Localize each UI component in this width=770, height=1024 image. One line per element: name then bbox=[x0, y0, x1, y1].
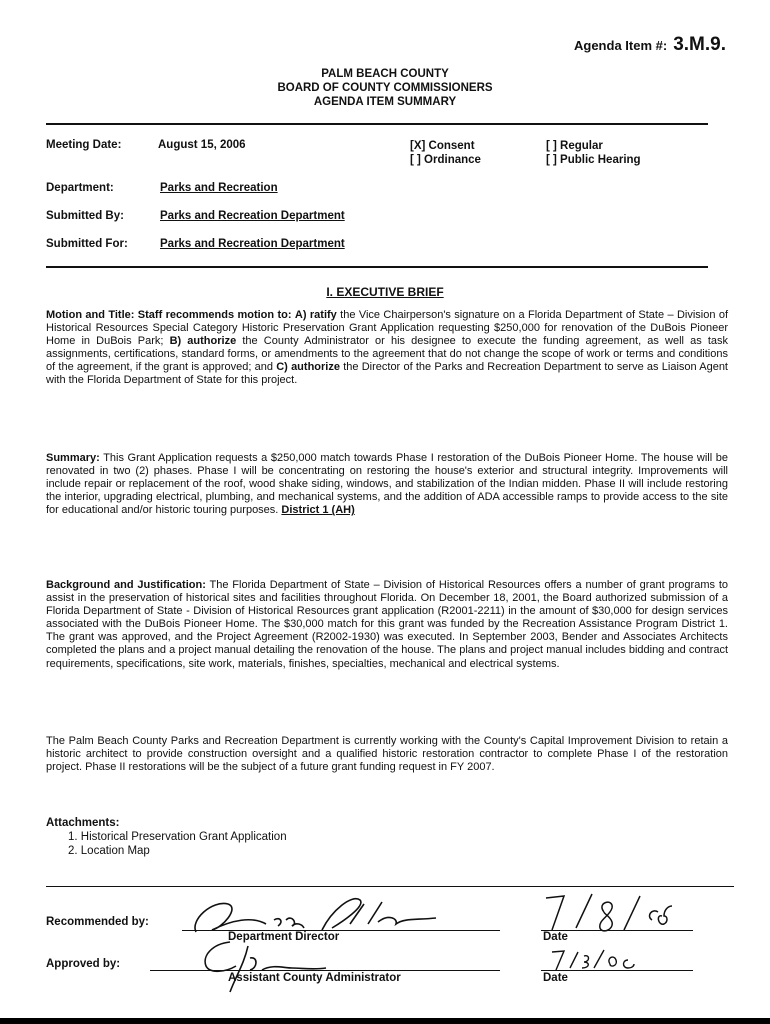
consent-checkbox: [X] Consent bbox=[410, 140, 475, 152]
attachment-item: 2. Location Map bbox=[68, 845, 150, 857]
background-paragraph bbox=[46, 579, 728, 671]
motion-paragraph bbox=[46, 309, 728, 388]
motion-b-text: the County Administrator or his designee to execute the funding agreement, as well as task assignments, certifications, standard forms, or amendments to the agreement that do not change the scope of work or terms and conditions of the agreement, if the grant is approved; and bbox=[46, 335, 729, 374]
approved-signature-line bbox=[150, 970, 500, 971]
meeting-date-label: Meeting Date: bbox=[46, 139, 122, 151]
section-rule bbox=[46, 266, 708, 268]
summary-district: District 1 (AH) bbox=[281, 504, 355, 517]
summary-label: Summary: bbox=[46, 452, 100, 464]
approved-date-caption: Date bbox=[543, 972, 568, 984]
motion-a-text: the Vice Chairperson's signature on a Florida Department of State – Division of Historical Resources Special Category Historic Preservation Grant Application requesting $250,000 for renovation of the DuBois Pioneer Home in DuBois Park; bbox=[46, 309, 729, 348]
motion-c-label: C) authorize bbox=[276, 361, 340, 374]
submitted-for-label: Submitted For: bbox=[46, 238, 128, 250]
submitted-by-label: Submitted By: bbox=[46, 210, 124, 222]
motion-b-label: B) authorize bbox=[169, 335, 237, 348]
department-label: Department: bbox=[46, 182, 114, 194]
public-hearing-checkbox: [ ] Public Hearing bbox=[546, 154, 641, 166]
recommended-by-label: Recommended by: bbox=[46, 916, 149, 928]
header-summary: AGENDA ITEM SUMMARY bbox=[313, 96, 457, 108]
attachments-section bbox=[46, 816, 287, 858]
attachment-item: 1. Historical Preservation Grant Application bbox=[68, 831, 287, 843]
agenda-item-number bbox=[574, 34, 726, 56]
approved-by-label: Approved by: bbox=[46, 958, 121, 970]
background-text: The Florida Department of State – Division of Historical Resources offers a number of grant programs to assist in the preservation of historical sites and facilities throughout Florida. On December 18, 2001, the Board authorized submission of a Florida Department of State - Division of Historical Resources grant application (R2001-2211) in the amount of $30,000 for design services associated with the DuBois Pioneer Home. The $30,000 match for this grant was funded by the Recreation Assistance Program District 1. The grant was approved, and the Project Agreement (R2002-1930) was executed. In September 2003, Bender and Associates Architects completed the plans and a project manual detailing the renovation of the house. The plans and project manual includes bidding and contract requirements, specifications, site work, materials, finishes, specialties, mechanical and electrical systems. bbox=[46, 579, 728, 670]
regular-checkbox: [ ] Regular bbox=[546, 140, 603, 152]
document-header bbox=[0, 67, 770, 109]
scan-bottom-border bbox=[0, 1018, 770, 1024]
department-value: Parks and Recreation bbox=[160, 182, 278, 194]
ordinance-checkbox: [ ] Ordinance bbox=[410, 154, 481, 166]
administrator-signature bbox=[196, 936, 356, 998]
header-county: PALM BEACH COUNTY bbox=[321, 68, 449, 80]
header-board: BOARD OF COUNTY COMMISSIONERS bbox=[277, 82, 493, 94]
approved-date-line bbox=[541, 970, 693, 971]
agenda-type-right bbox=[546, 139, 641, 167]
submitted-by-value: Parks and Recreation Department bbox=[160, 210, 345, 222]
background-label: Background and Justification: bbox=[46, 579, 206, 591]
meeting-date-value: August 15, 2006 bbox=[158, 139, 246, 151]
recommended-date-handwritten-picture bbox=[540, 890, 690, 934]
motion-label: Motion and Title: Staff recommends motion to: bbox=[46, 309, 292, 321]
summary-text: This Grant Application requests a $250,000 match towards Phase I restoration of the DuBois Pioneer Home. The house will be renovated in two (2) phases. Phase I will be concentrating on restoring the house's exterior and structural integrity. Improvements will include repair or replacement of the roof, wood shake siding, windows, and stabilization of the Indian midden. Phase II will include restoring the interior, upgrading electrical, plumbing, and mechanical systems, and the addition of ADA accessible ramps to provide access to the site for educational and/or historic touring purposes. bbox=[46, 452, 729, 517]
department-director-caption: Department Director bbox=[228, 931, 340, 943]
motion-a-label: A) ratify bbox=[294, 309, 337, 321]
submitted-for-value: Parks and Recreation Department bbox=[160, 238, 345, 250]
agenda-type-left bbox=[410, 139, 481, 167]
signature-rule bbox=[46, 886, 734, 887]
executive-brief-title: I. EXECUTIVE BRIEF bbox=[326, 285, 444, 299]
summary-paragraph bbox=[46, 452, 728, 517]
motion-c-text: the Director of the Parks and Recreation Department to serve as Liaison Agent with the Florida Department of State for this project. bbox=[46, 361, 728, 387]
header-rule bbox=[46, 123, 708, 125]
agenda-item-value: 3.M.9. bbox=[673, 34, 726, 55]
background-paragraph-2: The Palm Beach County Parks and Recreation Department is currently working with the County's Capital Improvement Division to retain a historic architect to provide construction oversight and a qualified historic restoration contractor to complete Phase I of the restoration project. Phase II restorations will be the subject of a future grant funding request in FY 2007. bbox=[46, 735, 728, 774]
agenda-item-label: Agenda Item #: bbox=[574, 38, 668, 53]
attachments-label: Attachments: bbox=[46, 817, 120, 829]
recommended-date-caption: Date bbox=[543, 931, 568, 943]
assistant-administrator-caption: Assistant County Administrator bbox=[228, 972, 401, 984]
